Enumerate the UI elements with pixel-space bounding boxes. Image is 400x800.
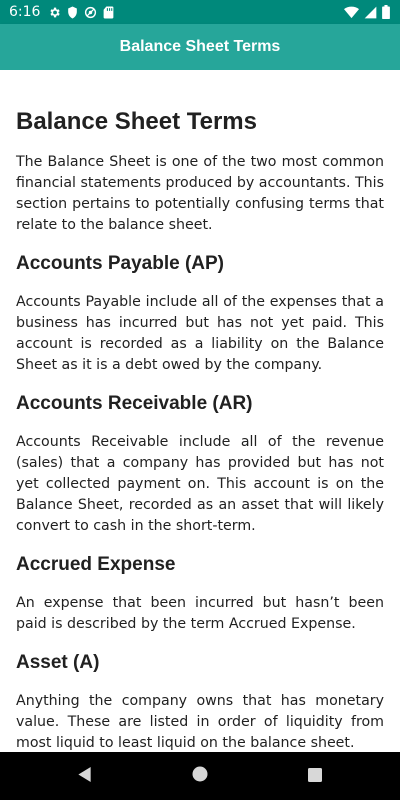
recents-icon <box>308 767 322 786</box>
home-button[interactable] <box>188 764 212 788</box>
term-body-accounts-receivable: Accounts Receivable include all of the revenue (sales) that a company has provided but has not yet collected payment on. This account is on the Balance Sheet, recorded as an asset that will likely convert to cash in the short-term. <box>16 434 384 534</box>
term-body-accounts-payable: Accounts Payable include all of the expenses that a business has incurred but has not yet paid. This account is recorded as a liability on the Balance Sheet as it is a debt owed by the company. <box>16 294 384 373</box>
article-body <box>0 70 400 752</box>
shield-icon <box>67 6 78 19</box>
term-heading-accrued-expense: Accrued Expense <box>16 554 176 575</box>
term-body-accrued-expense: An expense that been incurred but hasn’t been paid is described by the term Accrued Expense. <box>16 595 384 632</box>
battery-icon <box>382 5 390 19</box>
status-bar <box>0 0 400 24</box>
gear-icon <box>48 6 61 19</box>
term-heading-accounts-receivable: Accounts Receivable (AR) <box>16 393 253 414</box>
no-data-icon <box>84 6 97 19</box>
intro-paragraph: The Balance Sheet is one of the two most common financial statements produced by accountants. This section pertains to potentially confusing terms that relate to the balance sheet. <box>16 154 384 233</box>
sd-card-icon <box>103 6 114 19</box>
page-title: Balance Sheet Terms <box>16 108 257 135</box>
back-icon <box>77 766 93 787</box>
term-body-asset: Anything the company owns that has monetary value. These are listed in order of liquidity from most liquid to least liquid on the balance sheet. <box>16 693 384 751</box>
app-bar-title: Balance Sheet Terms <box>119 38 281 55</box>
term-heading-asset: Asset (A) <box>16 652 100 673</box>
home-icon <box>192 766 208 786</box>
back-button[interactable] <box>73 764 97 788</box>
app-bar <box>0 24 400 70</box>
wifi-icon <box>344 6 359 19</box>
signal-icon <box>364 6 377 19</box>
term-heading-accounts-payable: Accounts Payable (AP) <box>16 253 224 274</box>
status-system-icons <box>344 5 390 19</box>
navigation-bar <box>0 752 400 800</box>
status-time: 6:16 <box>9 4 41 20</box>
status-notification-icons <box>48 5 114 19</box>
article-scroll-area[interactable] <box>0 70 400 752</box>
recents-button[interactable] <box>303 764 327 788</box>
